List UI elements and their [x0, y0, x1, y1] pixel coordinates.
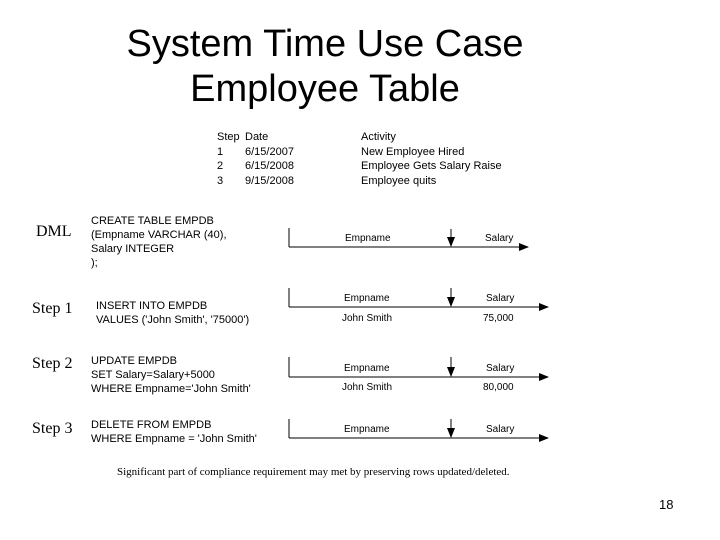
- cell-salary: 75,000: [483, 313, 514, 324]
- cell-empname: John Smith: [342, 313, 393, 324]
- column-header-empname: Empname: [344, 424, 390, 435]
- column-header-empname: Empname: [344, 363, 390, 374]
- column-header-salary: Salary: [486, 363, 515, 374]
- sql-line: DELETE FROM EMPDB: [91, 419, 212, 431]
- sql-line: WHERE Empname='John Smith': [91, 383, 251, 395]
- schedule-step: 3: [217, 174, 224, 187]
- column-header-empname: Empname: [345, 233, 391, 244]
- cell-salary: 80,000: [483, 382, 514, 393]
- column-header-salary: Salary: [485, 233, 514, 244]
- step1-label: Step 1: [32, 300, 73, 317]
- sql-line: (Empname VARCHAR (40),: [91, 229, 227, 241]
- column-header-salary: Salary: [486, 293, 515, 304]
- schedule-step: 1: [217, 145, 224, 158]
- step1-sql: [96, 299, 249, 327]
- sql-line: );: [91, 257, 98, 269]
- sql-line: UPDATE EMPDB: [91, 355, 177, 367]
- schedule-date: 6/15/2008: [245, 160, 294, 172]
- step3-sql: [91, 418, 257, 446]
- step2-sql: [91, 354, 251, 396]
- step2-label: Step 2: [32, 355, 73, 372]
- sql-line: VALUES ('John Smith', '75000'): [96, 314, 250, 326]
- cell-empname: John Smith: [342, 382, 393, 393]
- dml-label: DML: [36, 223, 72, 240]
- sql-line: WHERE Empname = 'John Smith': [91, 433, 257, 445]
- schedule-date: 9/15/2008: [245, 174, 294, 187]
- sql-line: SET Salary=Salary+5000: [91, 369, 215, 381]
- title-line-1: System Time Use Case: [126, 23, 524, 65]
- dml-sql: [91, 214, 227, 270]
- column-header-empname: Empname: [344, 293, 390, 304]
- column-header-salary: Salary: [486, 424, 515, 435]
- step3-label: Step 3: [32, 420, 73, 437]
- schedule-activity: Employee Gets Salary Raise: [361, 160, 502, 172]
- schedule-step: 2: [217, 160, 224, 172]
- sql-line: Salary INTEGER: [91, 243, 175, 255]
- schedule-header-date: Date: [245, 131, 269, 143]
- sql-line: INSERT INTO EMPDB: [96, 300, 208, 312]
- schedule-header-step: Step: [217, 131, 240, 143]
- page-number: 18: [659, 497, 674, 512]
- title-line-2: Employee Table: [190, 68, 460, 110]
- sql-line: CREATE TABLE EMPDB: [91, 215, 214, 227]
- schedule-activity: New Employee Hired: [361, 145, 465, 158]
- compliance-note: Significant part of compliance requirement may met by preserving rows updated/deleted.: [117, 466, 510, 478]
- schedule-activity: Employee quits: [361, 174, 437, 187]
- schedule-header-activity: Activity: [361, 131, 396, 143]
- schedule-date: 6/15/2007: [245, 145, 294, 158]
